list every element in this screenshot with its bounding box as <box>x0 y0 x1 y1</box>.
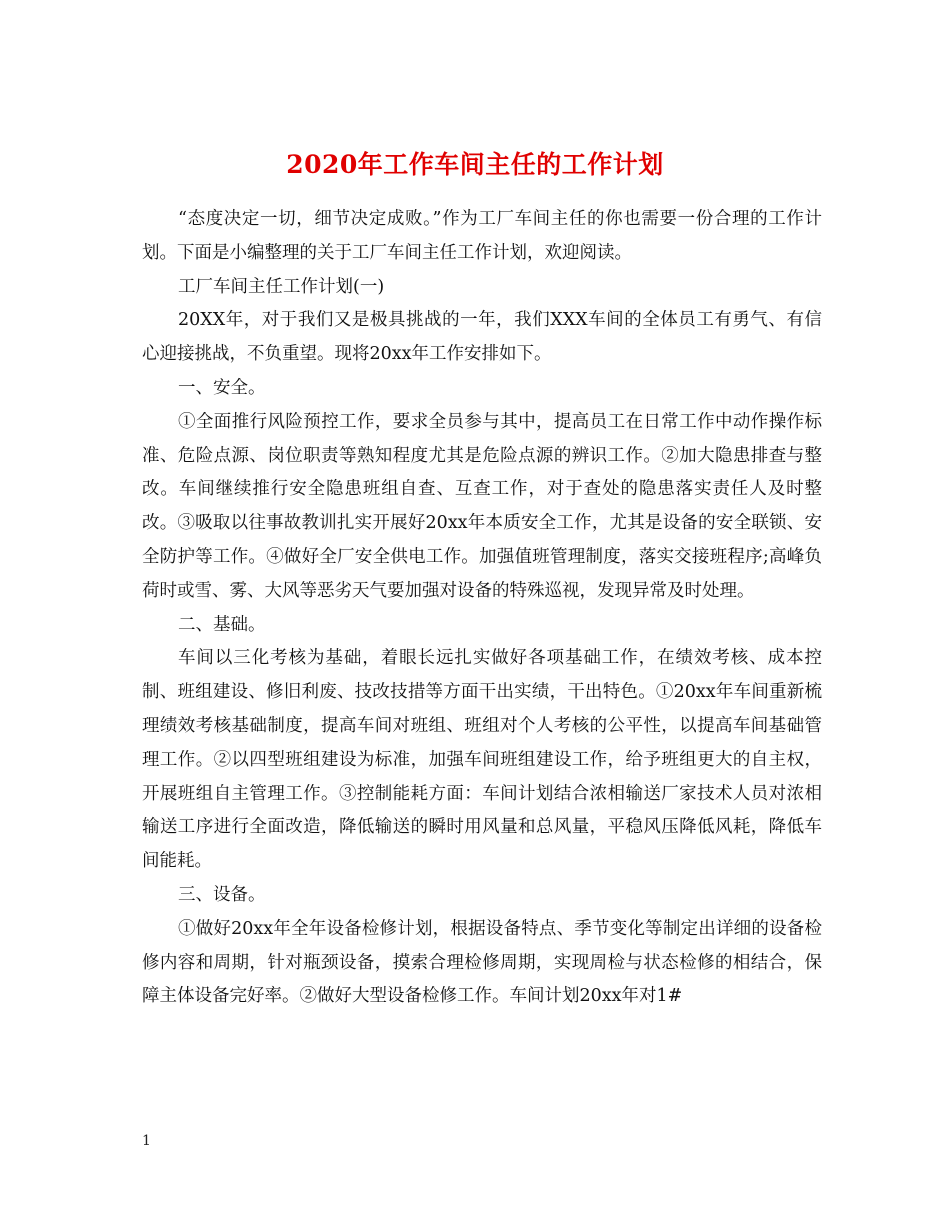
section-heading-foundation: 二、基础。 <box>178 614 266 635</box>
paragraph-plan-heading: 工厂车间主任工作计划(一) <box>178 276 385 297</box>
paragraph-plan-intro: 20XX年，对于我们又是极具挑战的一年，我们XXX车间的全体员工有勇气、有信心迎接挑战，不负重望。现将20xx年工作安排如下。 <box>142 310 822 365</box>
section-heading-equipment: 三、设备。 <box>178 884 266 905</box>
document-title: 2020年工作车间主任的工作计划 <box>286 149 664 179</box>
paragraph-equipment: ①做好20xx年全年设备检修计划，根据设备特点、季节变化等制定出详细的设备检修内容和周期，针对瓶颈设备，摸索合理检修周期，实现周检与状态检修的相结合，保障主体设备完好率。②做好大型设备检修工作。车间计划20xx年对1# <box>142 918 822 1007</box>
paragraph-foundation: 车间以三化考核为基础，着眼长远扎实做好各项基础工作，在绩效考核、成本控制、班组建设、修旧利废、技改技措等方面干出实绩，干出特色。①20xx年车间重新梳理绩效考核基础制度，提高车间对班组、班组对个人考核的公平性，以提高车间基础管理工作。②以四型班组建设为标准，加强车间班组建设工作，给予班组更大的自主权，开展班组自主管理工作。③控制能耗方面：车间计划结合浓相输送厂家技术人员对浓相输送工序进行全面改造，降低输送的瞬时用风量和总风量，平稳风压降低风耗，降低车间能耗。 <box>142 648 822 872</box>
page-number: 1 <box>142 1133 151 1149</box>
section-heading-safety: 一、安全。 <box>178 377 266 398</box>
document-body <box>142 203 822 1014</box>
paragraph-safety: ①全面推行风险预控工作，要求全员参与其中，提高员工在日常工作中动作操作标准、危险点源、岗位职责等熟知程度尤其是危险点源的辨识工作。②加大隐患排查与整改。车间继续推行安全隐患班组自查、互查工作，对于查处的隐患落实责任人及时整改。③吸取以往事故教训扎实开展好20xx年本质安全工作，尤其是设备的安全联锁、安全防护等工作。④做好全厂安全供电工作。加强值班管理制度，落实交接班程序;高峰负荷时或雪、雾、大风等恶劣天气要加强对设备的特殊巡视，发现异常及时处理。 <box>142 411 822 601</box>
paragraph-intro: “态度决定一切，细节决定成败。”作为工厂车间主任的你也需要一份合理的工作计划。下面是小编整理的关于工厂车间主任工作计划，欢迎阅读。 <box>142 209 822 263</box>
